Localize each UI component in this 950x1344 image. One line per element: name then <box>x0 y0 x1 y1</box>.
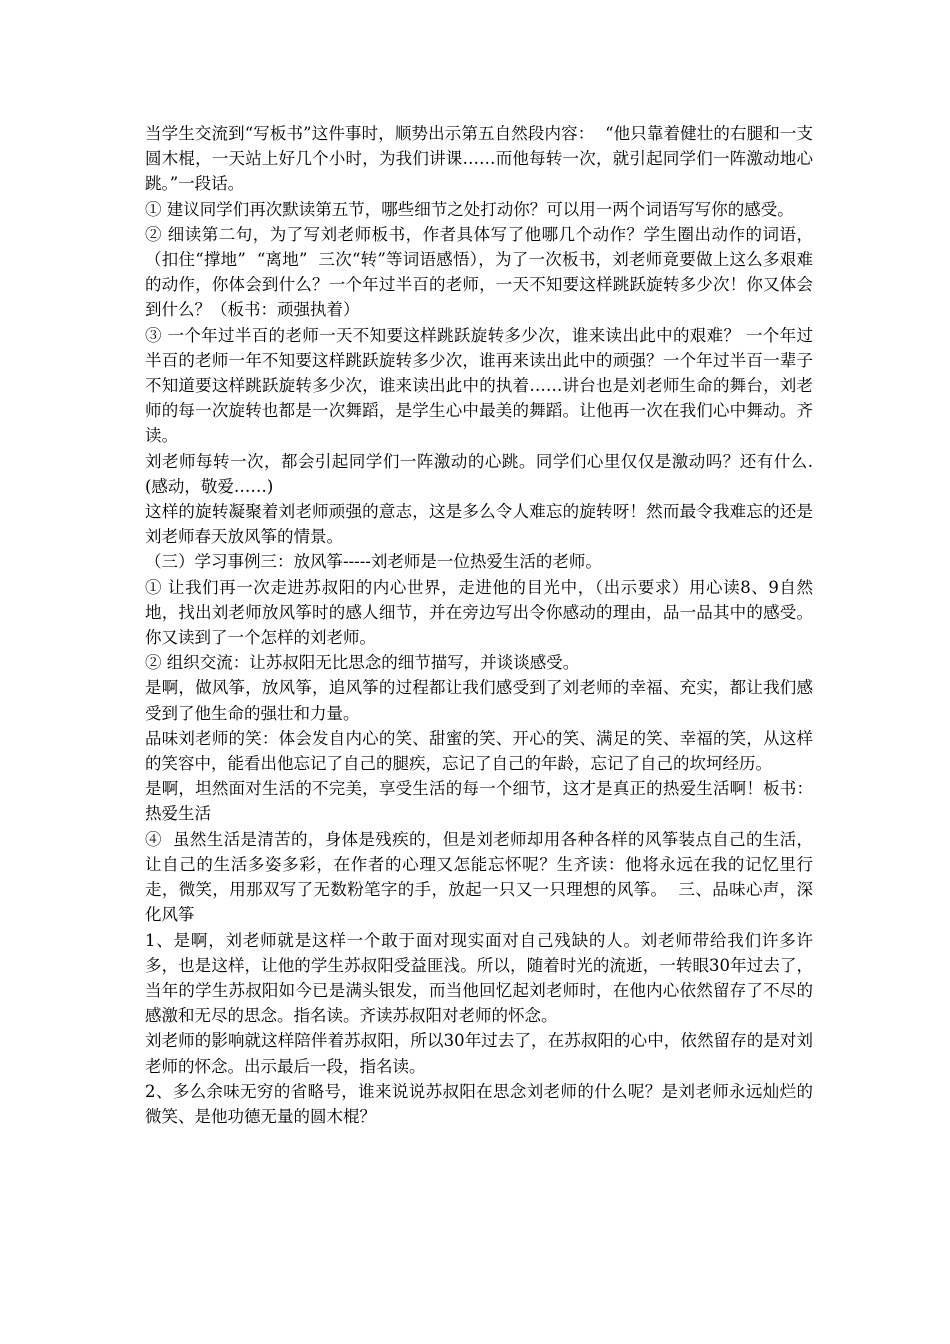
paragraph-kite-step-1: ① 让我们再一次走进苏叔阳的内心世界，走进他的目光中，（出示要求）用心读8、9自然地，找出刘老师放风筝时的感人细节，并在旁边写出令你感动的理由，品一品其中的感受。你又读到了一个怎样的刘老师。 <box>145 577 813 648</box>
paragraph-kite-process: 是啊，做风筝，放风筝，追风筝的过程都让我们感受到了刘老师的幸福、充实，都让我们感受到了他生命的强壮和力量。 <box>145 678 813 723</box>
paragraph-rotation: 这样的旋转凝聚着刘老师顽强的意志，这是多么令人难忘的旋转呀！然而最令我难忘的还是刘老师春天放风筝的情景。 <box>145 502 813 547</box>
paragraph-love-life: 是啊，坦然面对生活的不完美，享受生活的每一个细节，这才是真正的热爱生活啊！板书：热爱生活 <box>145 779 813 824</box>
document-page <box>145 121 813 1129</box>
paragraph-point-1: 1、是啊，刘老师就是这样一个敢于面对现实面对自己残缺的人。刘老师带给我们许多许多，也是这样，让他的学生苏叔阳受益匪浅。所以，随着时光的流逝，一转眼30年过去了，当年的学生苏叔阳如今已是满头银发，而当他回忆起刘老师时，在他内心依然留存了不尽的感激和无尽的思念。指名读。齐读苏叔阳对老师的怀念。 <box>145 930 813 1026</box>
paragraph-step-2: ② 细读第二句，为了写刘老师板书，作者具体写了他哪几个动作？学生圈出动作的词语，（扣住“撑地” “离地” 三次“转”等词语感悟），为了一次板书，刘老师竟要做上这么多艰难的动作，你体会到什么？一个年过半百的老师，一天不知要这样跳跃旋转多少次！你又体会到什么？（板书：顽强执着） <box>145 224 813 320</box>
paragraph-intro: 当学生交流到“写板书”这件事时，顺势出示第五自然段内容： “他只靠着健壮的右腿和一支圆木棍，一天站上好几个小时，为我们讲课……而他每转一次，就引起同学们一阵激动地心跳。”一段话。 <box>145 124 813 194</box>
paragraph-heartbeat: 刘老师每转一次，都会引起同学们一阵激动的心跳。同学们心里仅仅是激动吗？还有什么.(感动，敬爱……) <box>145 451 813 496</box>
paragraph-step-3: ③ 一个年过半百的老师一天不知要这样跳跃旋转多少次，谁来读出此中的艰难？ 一个年过半百的老师一年不知要这样跳跃旋转多少次，谁再来读出此中的顽强？一个年过半百一辈子不知道要这样跳跃旋转多少次，谁来读出此中的执着……讲台也是刘老师生命的舞台，刘老师的每一次旋转也都是一次舞蹈，是学生心中最美的舞蹈。让他再一次在我们心中舞动。齐读。 <box>145 325 813 446</box>
paragraph-influence: 刘老师的影响就这样陪伴着苏叔阳，所以30年过去了，在苏叔阳的心中，依然留存的是对刘老师的怀念。出示最后一段，指名读。 <box>145 1031 813 1076</box>
paragraph-section-3-heading: （三）学习事例三：放风筝-----刘老师是一位热爱生活的老师。 <box>145 552 602 572</box>
paragraph-smile: 品味刘老师的笑：体会发自内心的笑、甜蜜的笑、开心的笑、满足的笑、幸福的笑，从这样的笑容中，能看出他忘记了自己的腿疾，忘记了自己的年龄，忘记了自己的坎坷经历。 <box>145 728 813 774</box>
paragraph-kite-step-4: ④ 虽然生活是清苦的，身体是残疾的，但是刘老师却用各种各样的风筝装点自己的生活，让自己的生活多姿多彩，在作者的心理又怎能忘怀呢？生齐读：他将永远在我的记忆里行走，微笑，用那双写了无数粉笔字的手，放起一只又一只理想的风筝。 三、品味心声，深化风筝 <box>145 829 813 925</box>
paragraph-step-1: ① 建议同学们再次默读第五节，哪些细节之处打动你？可以用一两个词语写写你的感受。 <box>145 199 794 219</box>
paragraph-point-2: 2、多么余味无穷的省略号，谁来说说苏叔阳在思念刘老师的什么呢？是刘老师永远灿烂的微笑、是他功德无量的圆木棍？ <box>145 1081 813 1126</box>
paragraph-kite-step-2: ② 组织交流：让苏叔阳无比思念的细节描写，并谈谈感受。 <box>145 653 580 673</box>
